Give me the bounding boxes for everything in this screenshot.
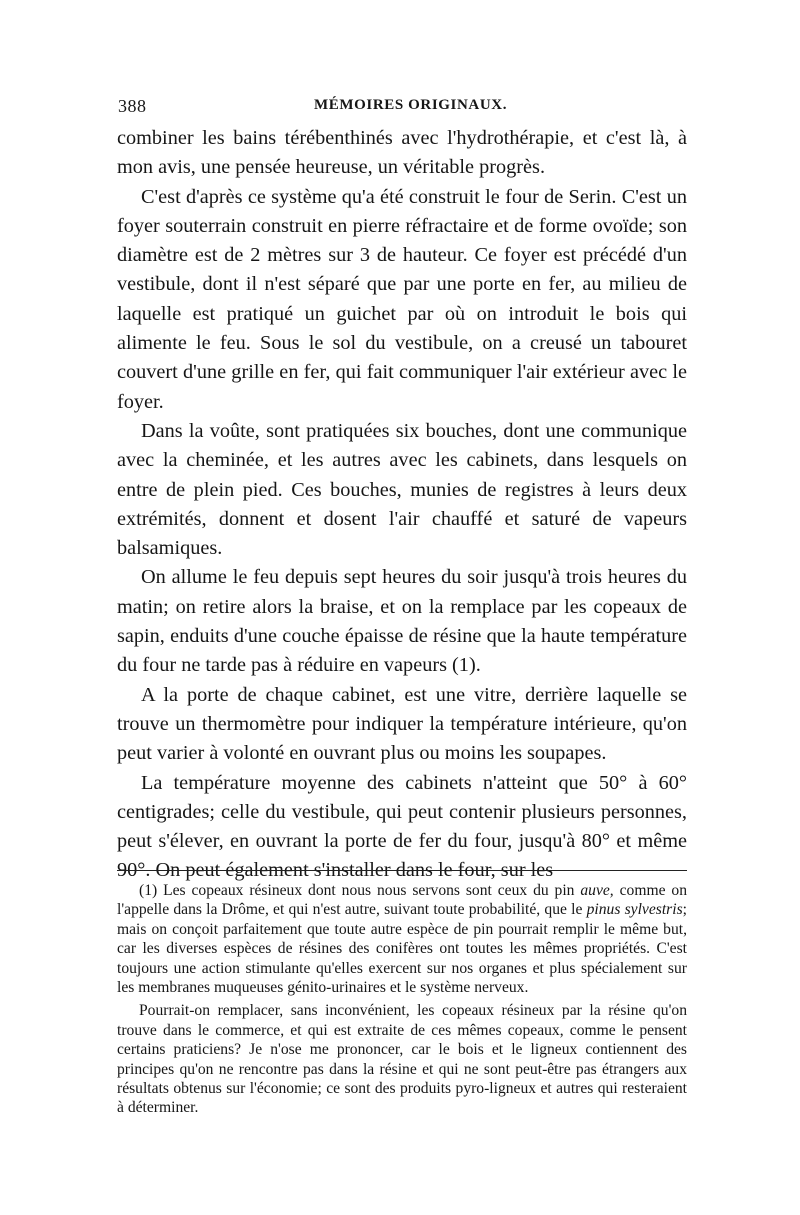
body-text xyxy=(117,124,687,886)
footnote-2: Pourrait-on remplacer, sans inconvénient, les copeaux résineux par la résine qu'on trouve dans le commerce, et qui est extraite de ces mêmes copeaux, comme le pensent certains praticiens? Je n'ose me prononcer, car le bois et le ligneux contiennent des principes qu'on ne rencontre pas dans la résine et qui ne sont peut-être pas étrangers aux résultats obtenus sur l'économie; ce sont des produits pyro-ligneux et autres qui resteraient à déterminer. xyxy=(117,1002,687,1117)
paragraph-6: La température moyenne des cabinets n'atteint que 50° à 60° centigrades; celle du vestibule, qui peut contenir plusieurs personnes, peut s'élever, en ouvrant la porte de fer du four, jusqu'à 80° et même 90°. On peut également s'installer dans le four, sur les xyxy=(117,771,687,882)
paragraph-1: combiner les bains térébenthinés avec l'hydrothérapie, et c'est là, à mon avis, une pensée heureuse, un véritable progrès. xyxy=(117,127,687,179)
running-title: MÉMOIRES ORIGINAUX. xyxy=(314,97,508,113)
page-number: 388 xyxy=(118,96,147,116)
footnote-1-auve: auve, xyxy=(580,882,614,899)
footnotes xyxy=(117,881,687,1118)
paragraph-4: On allume le feu depuis sept heures du soir jusqu'à trois heures du matin; on retire alors la braise, et on la remplace par les copeaux de sapin, enduits d'une couche épaisse de résine que la haute température du four ne tarde pas à réduire en vapeurs (1). xyxy=(117,566,687,677)
paragraph-3: Dans la voûte, sont pratiquées six bouches, dont une communique avec la cheminée, et les autres avec les cabinets, dans lesquels on entre de plein pied. Ces bouches, munies de registres à leurs deux extrémités, donnent et dosent l'air chauffé et saturé de vapeurs balsamiques. xyxy=(117,419,687,560)
footnote-1-part-b: comme on l'appelle dans la Drôme, et qui n'est autre, suivant toute probabilité, que le xyxy=(117,882,687,919)
paragraph-2: C'est d'après ce système qu'a été construit le four de Serin. C'est un foyer souterrain construit en pierre réfractaire et de forme ovoïde; son diamètre est de 2 mètres sur 3 de hauteur. Ce foyer est précédé d'un vestibule, dont il n'est séparé que par une porte en fer, au milieu de laquelle est pratiqué un guichet par où on introduit le bois qui alimente le feu. Sous le sol du vestibule, on a creusé un tabouret couvert d'une grille en fer, qui fait communiquer l'air extérieur avec le foyer. xyxy=(117,185,687,413)
footnote-1-part-a: (1) Les copeaux résineux dont nous nous servons sont ceux du pin xyxy=(139,882,581,899)
footnote-1 xyxy=(117,881,687,997)
running-header xyxy=(118,96,686,120)
footnote-divider xyxy=(117,870,687,871)
footnote-1-part-c: ; mais on conçoit parfaitement que toute autre espèce de pin pourrait remplir le même but, car les diverses espèces de résines des conifères ont toutes les mêmes propriétés. C'est toujours une action stimulante qu'elles exercent sur nos organes et plus spécialement sur les membranes muqueuses génito-urinaires et le système nerveux. xyxy=(117,901,687,997)
footnote-1-pinus: pinus sylvestris xyxy=(586,901,683,919)
paragraph-5: A la porte de chaque cabinet, est une vitre, derrière laquelle se trouve un thermomètre pour indiquer la température intérieure, qu'on peut varier à volonté en ouvrant plus ou moins les soupapes. xyxy=(117,683,687,765)
